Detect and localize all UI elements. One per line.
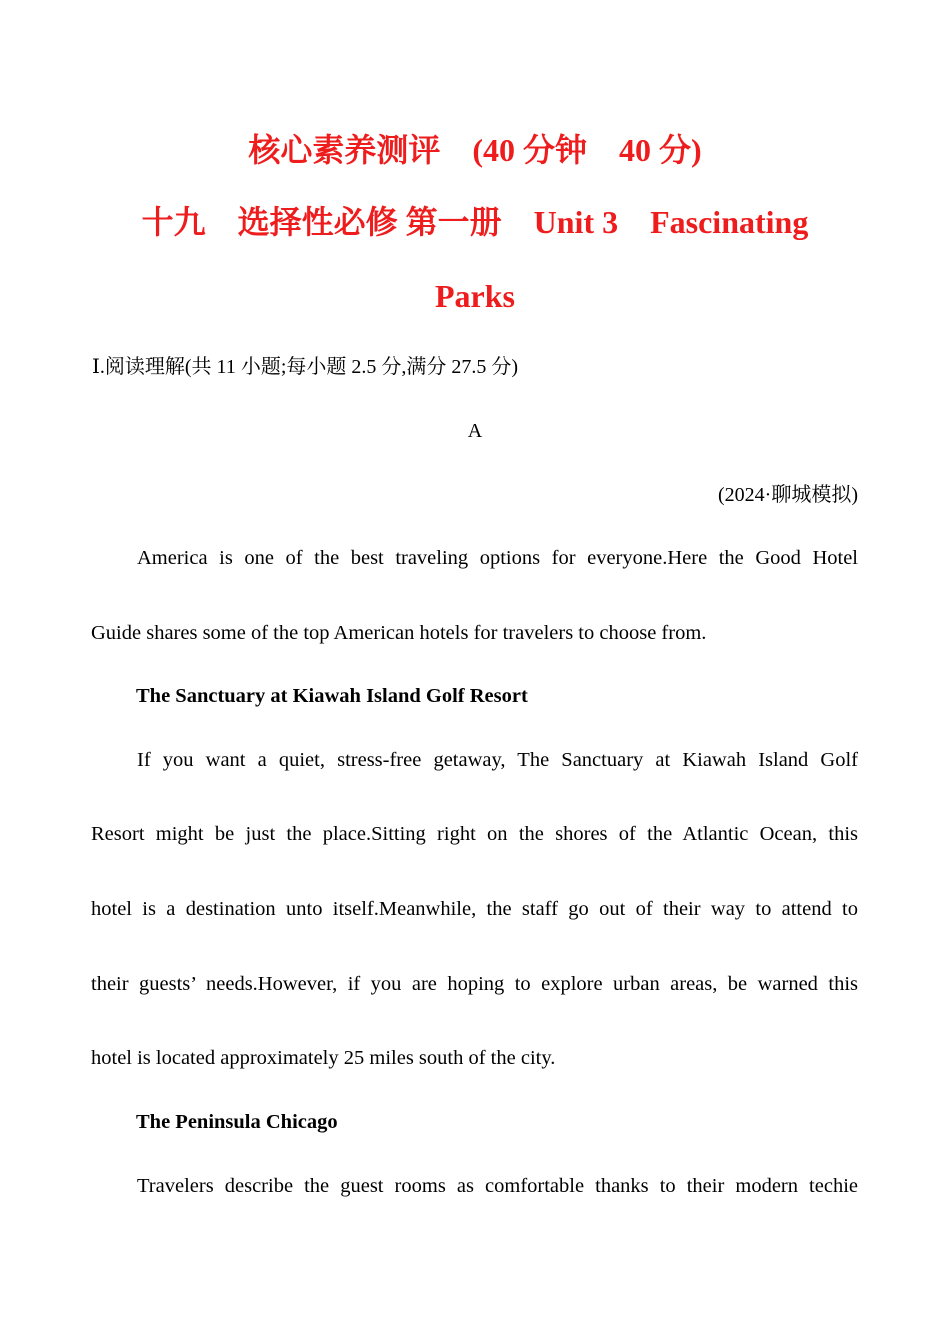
hotel-2-line: Travelers describe the guest rooms as comfortable thanks to their modern techie [137, 1175, 858, 1197]
passage-letter: A [467, 420, 483, 442]
doc-title-line-3: Parks [435, 278, 515, 314]
intro-line: Guide shares some of the top American hotels for travelers to choose from. [91, 622, 707, 644]
hotel-1-line: If you want a quiet, stress-free getaway, The Sanctuary at Kiawah Island Golf [137, 749, 858, 771]
hotel-1-line: hotel is located approximately 25 miles south of the city. [91, 1047, 556, 1069]
doc-title-line-2: 十九 选择性必修 第一册 Unit 3 Fascinating [141, 204, 809, 240]
section-heading: Ⅰ.阅读理解(共 11 小题;每小题 2.5 分,满分 27.5 分) [92, 356, 519, 378]
hotel-1-line: hotel is a destination unto itself.Meanwhile, the staff go out of their way to attend to [91, 898, 858, 920]
passage-source: (2024·聊城模拟) [718, 484, 858, 506]
hotel-1-line: their guests’ needs.However, if you are hoping to explore urban areas, be warned this [91, 973, 858, 995]
intro-line: America is one of the best traveling options for everyone.Here the Good Hotel [137, 547, 858, 569]
hotel-1-line: Resort might be just the place.Sitting right on the shores of the Atlantic Ocean, this [91, 823, 858, 845]
doc-title-line-1: 核心素养测评 (40 分钟 40 分) [248, 132, 702, 168]
hotel-1-heading: The Sanctuary at Kiawah Island Golf Resort [136, 685, 528, 707]
hotel-2-heading: The Peninsula Chicago [136, 1111, 338, 1133]
